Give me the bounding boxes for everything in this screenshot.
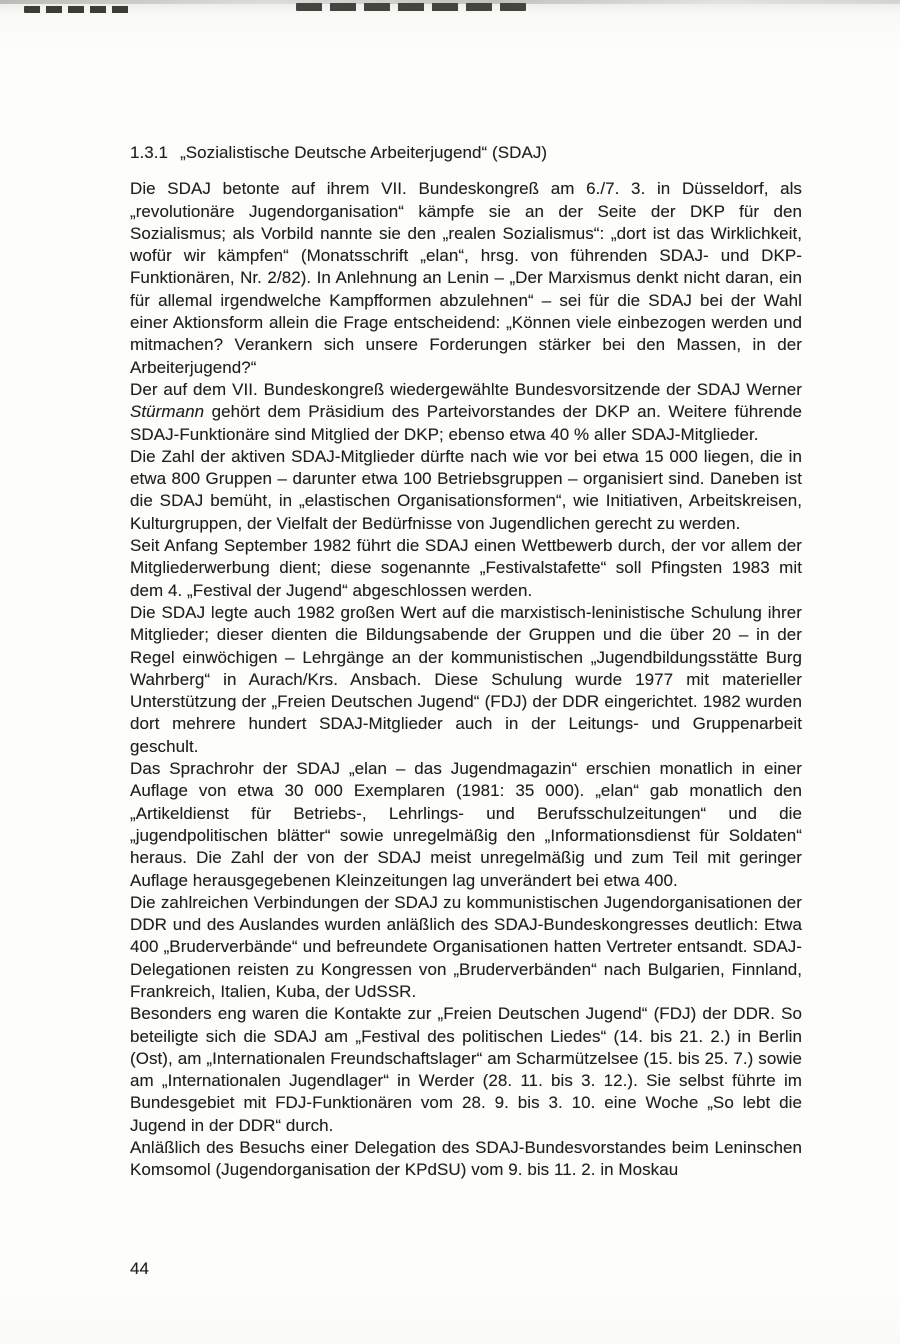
text-block [130,142,802,1182]
paragraph-text: Die SDAJ betonte auf ihrem VII. Bundeskongreß am 6./7. 3. in Düsseldorf, als „revolutionäre Jugendorganisation“ kämpfe sie an der Seite der DKP für den Sozialismus; als Vorbild nannte sie den „realen Sozialismus“: „dort ist das Wirklichkeit, wofür wir kämpfen“ (Monatsschrift „elan“, hrsg. von führenden SDAJ- und DKP-Funktionären, Nr. 2/82). In Anlehnung an Lenin – „Der Marxismus denkt nicht daran, ein für allemal irgendwelche Kampfformen abzulehnen“ – sei für die SDAJ bei der Wahl einer Aktionsform allein die Frage entscheidend: „Können viele einbezogen werden und mitmachen? Verankern sich unsere Forderungen stärker bei den Massen, in der Arbeiterjugend?“ [130,179,802,377]
paragraph-text: Seit Anfang September 1982 führt die SDAJ einen Wettbewerb durch, der vor allem der Mitgliederwerbung dient; diese sogenannte „Festivalstafette“ soll Pfingsten 1983 mit dem 4. „Festival der Jugend“ abgeschlossen werden. [130,536,802,600]
person-name-italic: Stürmann [130,402,205,422]
paragraph-text: Besonders eng waren die Kontakte zur „Freien Deutschen Jugend“ (FDJ) der DDR. So beteiligte sich die SDAJ am „Festival des politischen Liedes“ (14. bis 21. 2.) in Berlin (Ost), am „Internationalen Freundschaftslager“ am Scharmützelsee (15. bis 25. 7.) sowie am „Internationalen Jugendlager“ in Werder (28. 11. bis 3. 12.). Sie selbst führte im Bundesgebiet mit FDJ-Funktionären vom 28. 9. bis 3. 10. eine Woche „So lebt die Jugend in der DDR“ durch. [130,1004,802,1135]
scan-artifact-dashes-left [24,6,134,13]
paragraph [130,379,802,446]
scan-artifact-dashes-center [296,3,526,11]
paragraph-text: gehört dem Präsidium des Parteivorstandes der DKP an. Weitere führende SDAJ-Funktionäre sind Mitglied der DKP; ebenso etwa 40 % aller SDAJ-Mitglieder. [130,402,802,444]
paragraph [130,892,802,1003]
page-number: 44 [130,1259,149,1278]
body-text [130,178,802,1181]
section-title: „Sozialistische Deutsche Arbeiterjugend“ (SDAJ) [180,143,548,162]
section-heading [130,142,802,164]
paragraph-text: Der auf dem VII. Bundeskongreß wiedergewählte Bundesvorsitzende der SDAJ Werner [130,379,802,399]
paragraph [130,758,802,892]
paragraph-text: Die SDAJ legte auch 1982 großen Wert auf die marxistisch-leninistische Schulung ihrer Mitglieder; dieser dienten die Bildungsabende der Gruppen und die über 20 – in der Regel einwöchigen – Lehrgänge an der kommunistischen „Jugendbildungsstätte Burg Wahrberg“ in Aurach/Krs. Ansbach. Diese Schulung wurde 1977 mit materieller Unterstützung der „Freien Deutschen Jugend“ (FDJ) der DDR eingerichtet. 1982 wurden dort mehrere hundert SDAJ-Mitglieder auch in der Leitungs- und Gruppenarbeit geschult. [130,602,802,756]
paragraph [130,1003,802,1137]
section-number: 1.3.1 [130,143,169,162]
paragraph-text: Die Zahl der aktiven SDAJ-Mitglieder dürfte nach wie vor bei etwa 15 000 liegen, die in etwa 800 Gruppen – darunter etwa 100 Betriebsgruppen – organisiert sind. Daneben ist die SDAJ bemüht, in „elastischen Organisationsformen“, wie Initiativen, Arbeitskreisen, Kulturgruppen, der Vielfalt der Bedürfnisse von Jugendlichen gerecht zu werden. [130,446,802,533]
paragraph-text: Anläßlich des Besuchs einer Delegation des SDAJ-Bundesvorstandes beim Leninschen Komsomol (Jugendorganisation der KPdSU) vom 9. bis 11. 2. in Moskau [130,1138,802,1180]
paragraph [130,535,802,602]
paragraph [130,178,802,379]
paragraph [130,602,802,758]
paragraph [130,1137,802,1182]
paragraph [130,446,802,535]
paragraph-text: Die zahlreichen Verbindungen der SDAJ zu kommunistischen Jugendorganisationen der DDR und des Auslandes wurden anläßlich des SDAJ-Bundeskongresses deutlich: Etwa 400 „Bruderverbände“ und befreundete Organisationen hatten Vertreter entsandt. SDAJ-Delegationen reisten zu Kongressen von „Bruderverbänden“ nach Bulgarien, Finnland, Frankreich, Italien, Kuba, der UdSSR. [130,892,802,1001]
paragraph-text: Das Sprachrohr der SDAJ „elan – das Jugendmagazin“ erschien monatlich in einer Auflage von etwa 30 000 Exemplaren (1981: 35 000). „elan“ gab monatlich den „Artikeldienst für Betriebs-, Lehrlings- und Berufsschulzeitungen“ und die „jugendpolitischen blätter“ sowie unregelmäßig den „Informationsdienst für Soldaten“ heraus. Die Zahl der von der SDAJ meist unregelmäßig und zum Teil mit geringer Auflage herausgegebenen Kleinzeitungen lag unverändert bei etwa 400. [130,759,802,890]
